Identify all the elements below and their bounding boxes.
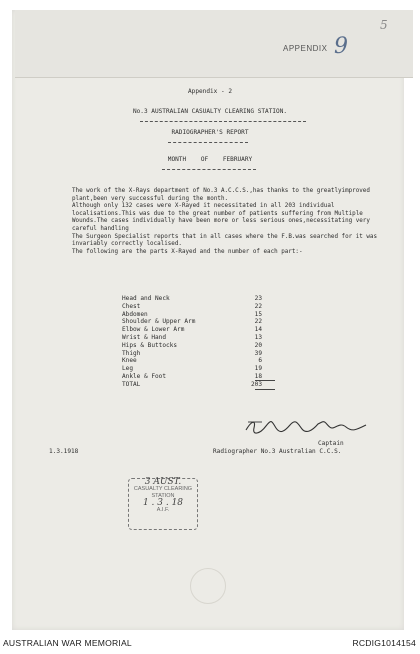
stamp-line-5: A.I.F.	[156, 507, 170, 513]
list-item: Thigh 39	[122, 349, 262, 357]
fold-line	[15, 77, 413, 78]
list-item: Head and Neck 23	[122, 295, 262, 302]
handwritten-signature	[242, 416, 372, 438]
list-item: Abdomen 15	[122, 310, 262, 318]
station-heading: No.3 AUSTRALIAN CASUALTY CLEARING STATION.	[132, 108, 288, 115]
received-stamp	[128, 478, 198, 530]
signatory-role: Radiographer No.3 Australian C.C.S.	[213, 448, 342, 455]
paragraph-3: The Surgeon Specialist reports that in all cases where the F.B.was searched for it was invariably correctly localised.	[72, 233, 377, 248]
list-item: Elbow & Lower Arm 14	[122, 326, 262, 334]
embossed-seal	[190, 568, 226, 604]
stamp-line-2: CASUALTY CLEARING	[133, 486, 193, 492]
report-title: RADIOGRAPHER'S REPORT	[171, 129, 249, 136]
footer-record-id: RCDIG1014154	[352, 638, 416, 648]
signatory-rank: Captain	[318, 440, 344, 447]
stamp-line-3: STATION	[151, 493, 175, 499]
list-item: Wrist & Hand 13	[122, 333, 262, 341]
stamp-date: 1 . 3 . 18	[142, 498, 184, 508]
appendix-stamp-label: APPENDIX	[283, 44, 328, 53]
title-underline	[168, 142, 248, 143]
report-body	[72, 188, 392, 256]
total-sum-line	[255, 380, 275, 381]
appendix-heading: Appendix - 2	[187, 88, 233, 95]
paragraph-1: The work of the X-Rays department of No.3 A.C.C.S.,has thanks to the greatlyimproved plant,been very successful during the month.	[72, 188, 370, 202]
report-month: MONTH OF FEBRUARY	[167, 156, 253, 163]
list-item: Knee 6	[122, 357, 262, 365]
signature-icon	[242, 416, 372, 438]
footer-archive-name: AUSTRALIAN WAR MEMORIAL	[3, 638, 132, 648]
corner-page-number: 5	[380, 18, 388, 32]
list-item: Shoulder & Upper Arm 22	[122, 318, 262, 326]
appendix-handwritten-number: 9	[334, 34, 348, 59]
paragraph-4: The following are the parts X-Rayed and the number of each part:-	[72, 248, 303, 255]
page-top-fold	[15, 10, 413, 78]
total-double-underline	[255, 389, 275, 390]
report-date: 1.3.1918	[49, 448, 79, 455]
list-item: Ankle & Foot 18	[122, 372, 262, 380]
list-item: Hips & Buttocks 20	[122, 341, 262, 349]
month-underline	[162, 169, 256, 170]
stamp-line-1: 3 AUST.	[144, 477, 182, 487]
total-row: TOTAL 203	[122, 380, 262, 388]
list-item: Chest 22	[122, 302, 262, 310]
station-underline	[140, 121, 306, 122]
paragraph-2: Although only 132 cases were X-Rayed it necessitated in all 203 individual localisations.This was due to the great number of patients suffering from Multiple Wounds.The cases individually have been more or less serious ones,necessitating very careful handling	[72, 203, 370, 232]
list-item: Leg 19	[122, 365, 262, 373]
parts-list	[122, 295, 262, 389]
